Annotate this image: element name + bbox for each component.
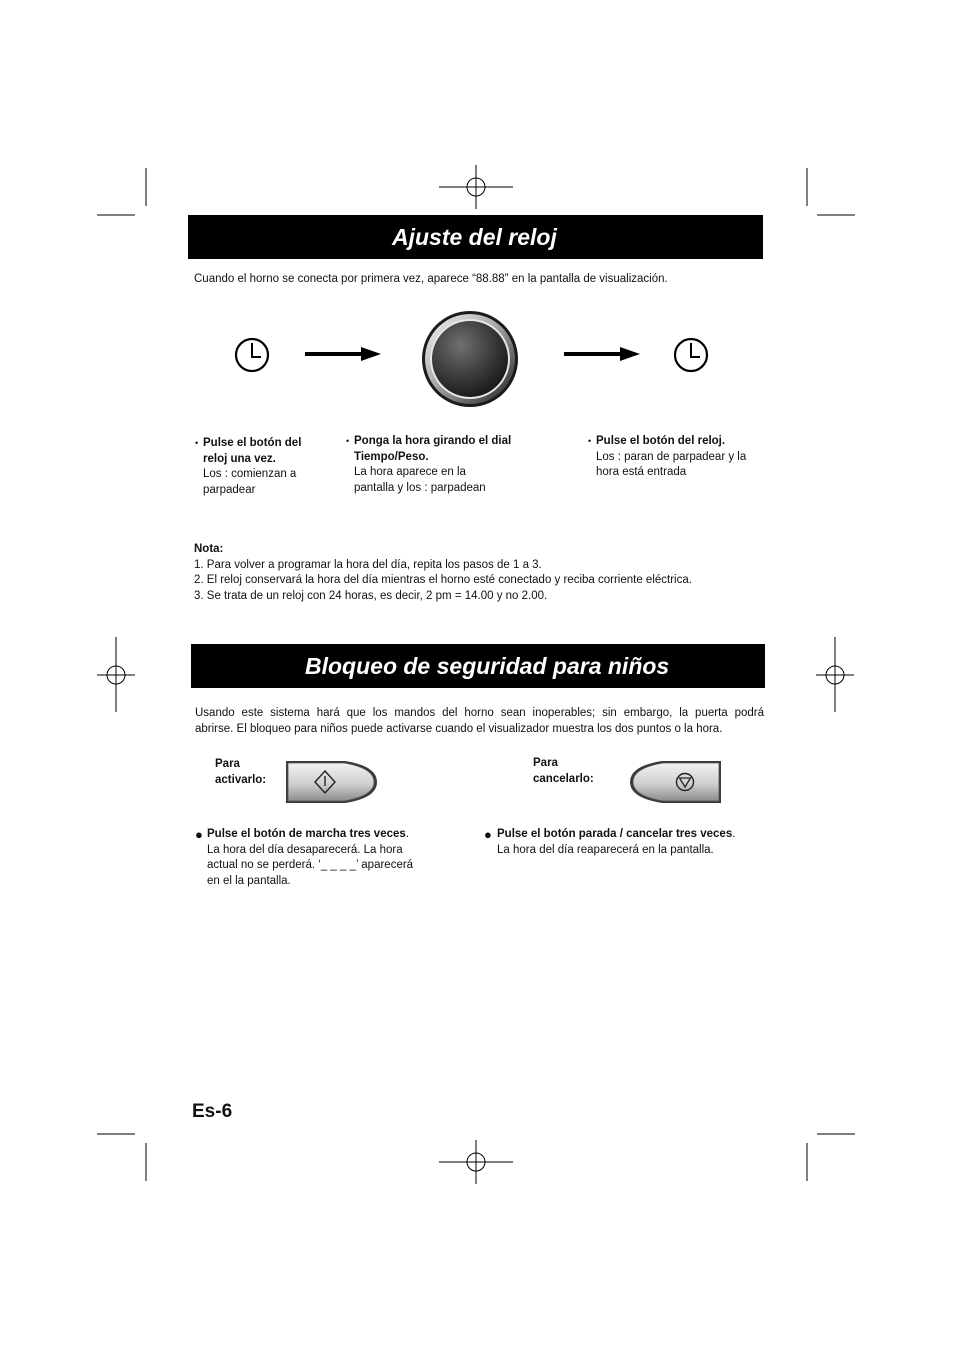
activate-label-line-2: activarlo: (215, 773, 267, 786)
registration-mark-right (816, 637, 854, 712)
clock-note (194, 542, 794, 604)
child-lock-intro-line-2: abrirse. El bloqueo para niños puede activarse cuando el visualizador muestra los dos puntos o la hora. (195, 722, 723, 735)
cancel-label (533, 756, 613, 787)
arrow-right-icon (562, 346, 642, 362)
activate-bold-suffix: . (405, 828, 409, 840)
registration-mark-top (439, 165, 513, 209)
section-title-child-lock (191, 644, 765, 688)
clock-intro: Cuando el horno se conecta por primera vez, aparece “88.88” en la pantalla de visualización. (194, 273, 668, 285)
bullet-icon: ● (484, 827, 492, 842)
clock-step-3 (596, 434, 771, 481)
section-title-clock (188, 215, 763, 259)
bullet-icon: • (346, 436, 350, 446)
stop-cancel-button[interactable] (628, 760, 722, 804)
activate-description (207, 827, 447, 889)
clock-icon (234, 337, 270, 373)
activate-label (215, 757, 285, 788)
cancel-label-line-1: Para (533, 757, 558, 769)
activate-bold: Pulse el botón de marcha tres veces (207, 828, 406, 840)
activate-line: La hora del día desaparecerá. La hora (207, 843, 403, 856)
clock-step-1-text: Los : comienzan a parpadear (203, 468, 297, 496)
activate-label-line-1: Para (215, 758, 240, 770)
start-button[interactable] (285, 760, 379, 804)
clock-step-1 (203, 436, 318, 498)
page-number: Es-6 (192, 1101, 233, 1122)
note-item: 1. Para volver a programar la hora del día, repita los pasos de 1 a 3. (194, 558, 542, 571)
activate-line: actual no se perderá. ‘_ _ _ _’ aparecerá (207, 859, 414, 871)
child-lock-intro (195, 706, 764, 737)
clock-step-1-bold: Pulse el botón del reloj una vez. (203, 437, 302, 465)
clock-step-3-text: Los : paran de parpadear y la hora está entrada (596, 450, 747, 478)
clock-icon (673, 337, 709, 373)
bullet-icon: • (588, 436, 592, 446)
section-title-clock-text: Ajuste del reloj (392, 223, 557, 250)
time-weight-dial-icon[interactable] (420, 309, 520, 409)
bullet-icon: ● (195, 827, 203, 842)
note-item: 2. El reloj conservará la hora del día mientras el horno esté conectado y reciba corriente eléctrica. (194, 574, 692, 586)
registration-mark-left (97, 637, 135, 712)
cancel-line: La hora del día reaparecerá en la pantalla. (497, 843, 714, 856)
cancel-bold-suffix: . (732, 828, 736, 840)
clock-step-2-bold: Ponga la hora girando el dial Tiempo/Peso. (354, 435, 512, 463)
registration-mark-bottom (439, 1140, 513, 1184)
note-item: 3. Se trata de un reloj con 24 horas, es decir, 2 pm = 14.00 y no 2.00. (194, 589, 548, 602)
clock-step-3-bold: Pulse el botón del reloj. (596, 435, 726, 447)
note-title: Nota: (194, 543, 224, 555)
section-title-child-lock-text: Bloqueo de seguridad para niños (305, 652, 670, 679)
cancel-label-line-2: cancelarlo: (533, 772, 594, 785)
activate-line: en el la pantalla. (207, 874, 291, 887)
bullet-icon: • (195, 438, 199, 448)
clock-step-2 (354, 434, 534, 496)
cancel-description (497, 827, 777, 858)
child-lock-intro-line-1: Usando este sistema hará que los mandos del horno sean inoperables; sin embargo, la puerta podrá (195, 707, 764, 719)
arrow-right-icon (303, 346, 383, 362)
cancel-bold: Pulse el botón parada / cancelar tres veces (497, 828, 733, 840)
clock-step-2-text: La hora aparece en la pantalla y los : parpadean (354, 466, 486, 494)
